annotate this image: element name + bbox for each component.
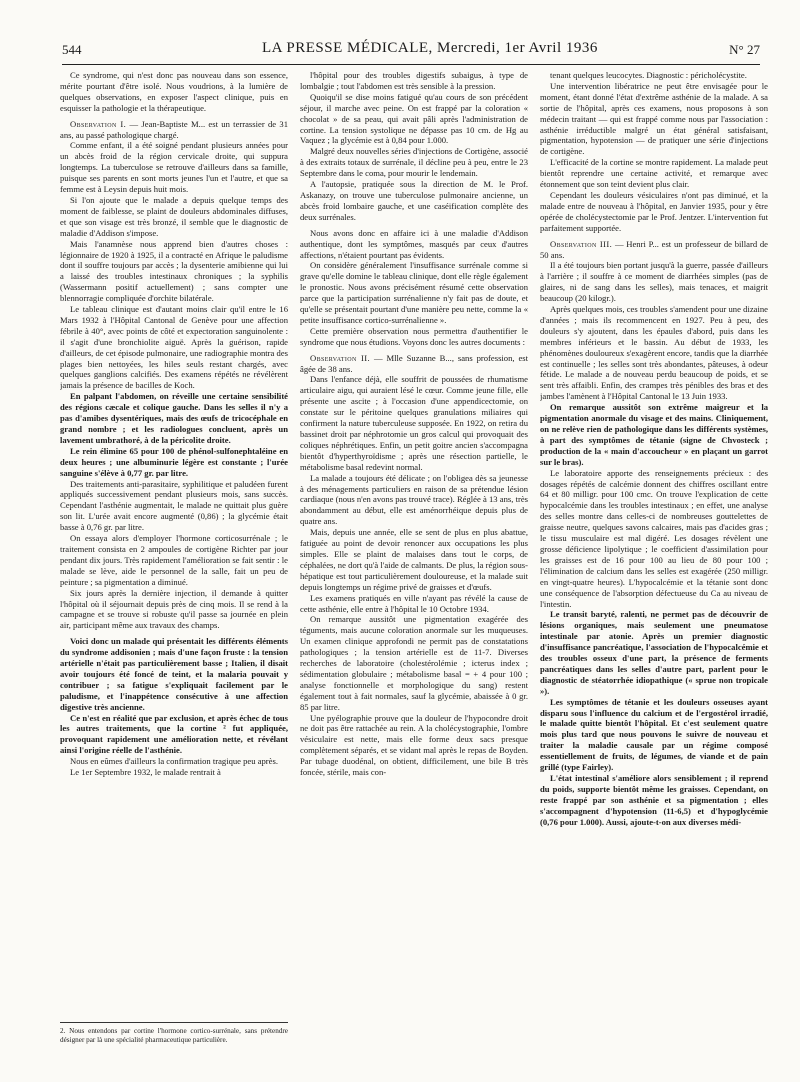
paragraph: Le transit baryté, ralenti, ne permet pas de découvrir de lésions organiques, mais seulement une pneumatose intestinale par atonie. Après un premier diagnostic d'insuffisance pancréatique, l'association de l'hypocalcémie et des troubles osseux d'une part, la présence de ferments pancréatiques dans les selles d'autre part, parlent pour le diagnostic de stéatorrhée idiopathique (« sprue non tropicale »).	[540, 609, 768, 696]
paragraph: Une intervention libératrice ne peut être envisagée pour le moment, étant donné l'état d'extrême asthénie de la malade. A sa sortie de l'hôpital, après ces examens, nous proposons à son médecin traitant — qui est frappé comme nous par l'association : asthénie irréductible malgré un état général satisfaisant, pigmentation, hypotension — de pratiquer une série d'injections de cortigène.	[540, 80, 768, 157]
paragraph: Des traitements anti-parasitaire, syphilitique et paludéen furent appliqués successivement pendant plusieurs mois, sans succès. Cependant l'asthénie augmentait, le malade ne quittait plus guère son lit. L'urée avait encore augmenté (0,86) ; la glycémie était basse à 0,76 gr. par litre.	[60, 478, 288, 533]
paragraph: Mais l'anamnèse nous apprend bien d'autres choses : légionnaire de 1920 à 1925, il a contracté en Afrique le paludisme dont il souffre toujours par accès ; la dysenterie amibienne qui lui a laissé des troubles intestinaux chroniques ; la syphilis (Wassermann positif actuellement) ; sans compter une blennorragie compliquée d'orchite bilatérale.	[60, 238, 288, 304]
paragraph: Une pyélographie prouve que la douleur de l'hypocondre droit ne doit pas être rattachée au rein. A la cholécystographie, l'ombre vésiculaire est nette, mais elle forme deux sacs presque complètement séparés, et se vidant mal après le repas de Boyden. Par tubage duodénal, on obtient, difficilement, une bile B très foncée, stérile, mais con-	[300, 712, 528, 778]
paragraph: Nous avons donc en affaire ici à une maladie d'Addison authentique, dont les symptômes, masqués par ceux d'autres affections, n'étaient pourtant pas évidents.	[300, 227, 528, 260]
paragraph: Les examens pratiqués en ville n'ayant pas révélé la cause de cette asthénie, elle entre à l'hôpital le 10 Octobre 1934.	[300, 592, 528, 614]
journal-title: LA PRESSE MÉDICALE, Mercredi, 1er Avril 1936	[262, 40, 598, 56]
paragraph: Malgré deux nouvelles séries d'injections de Cortigène, associé à des extraits totaux de surrénale, il décline peu à peu, entre le 23 Septembre dans le coma, pour mourir le lendemain.	[300, 146, 528, 179]
paragraph: En palpant l'abdomen, on réveille une certaine sensibilité des régions cæcale et colique gauche. Dans les selles il n'y a pas d'amibes dysentériques, mais des œufs de tricocéphale en grand nombre ; et les radiologues concluent, après un lavement umbrathoré, à de la péricolite droite.	[60, 391, 288, 445]
observation-text: — Jean-Baptiste M... est un terrassier de 31 ans, au passé pathologique chargé.	[60, 118, 288, 140]
paragraph: Mais, depuis une année, elle se sent de plus en plus abattue, fatiguée au point de devoir renoncer aux occupations les plus simples. Elle se plaint de malaises dans tout le corps, de céphalées, ne dort qu'à l'aide de calmants. De plus, la région sous-hépatique est tout particulièrement douloureuse, et la malade suit depuis longtemps un régime privé de graisses et d'œufs.	[300, 527, 528, 592]
paragraph: Voici donc un malade qui présentait les différents éléments du syndrome addisonien ; mais d'une façon fruste : la tension artérielle n'était pas particulièrement basse ; Italien, il disait avoir toujours été foncé de teint, et la malaria pouvait y contribuer ; sa fatigue s'expliquait facilement par le paludisme, et l'inappétence consécutive à une affection digestive très ancienne.	[60, 636, 288, 712]
paragraph: L'efficacité de la cortine se montre rapidement. La malade peut bientôt reprendre une certaine activité, et remarque avec étonnement que son teint devient plus clair.	[540, 157, 768, 190]
text-column-3	[540, 70, 768, 1070]
paragraph: Si l'on ajoute que le malade a depuis quelque temps des moment de faiblesse, se plaint de douleurs abdominales diffuses, et que son visage est très bronzé, il semble que le diagnostic de maladie d'Addison s'impose.	[60, 194, 288, 238]
paragraph: L'état intestinal s'améliore alors sensiblement ; il reprend du poids, supporte bientôt même les graisses. Cependant, on reste frappé par son asthénie et sa pigmentation ; elles s'accompagnent d'hypotension (11-6,5) et d'hypoglycémie (0,76 pour 1.000). Aussi, ajoute-t-on aux diverses médi-	[540, 773, 768, 827]
text-column-1	[60, 70, 288, 1070]
issue-number: N° 27	[729, 42, 760, 57]
observation-label: Observation II.	[310, 352, 371, 363]
paragraph: Le rein élimine 65 pour 100 de phénol-sulfonephtaléine en deux heures ; une albuminurie légère est constante ; l'urée sanguine s'élève à 0,77 gr. par litre.	[60, 445, 288, 478]
footnote-text: 2. Nous entendons par cortine l'hormone cortico-surrénale, sans prétendre désigner par là une spécialité pharmaceutique particulière.	[60, 1027, 288, 1044]
paragraph	[540, 239, 768, 261]
paragraph: On remarque aussitôt une pigmentation exagérée des téguments, mais aucune coloration anormale sur les muqueuses. Un examen clinique approfondi ne permit pas de constatations pathologiques ; la tension artérielle est de 11-7. Diverses recherches de laboratoire (cholestérolémie ; icterus index ; sédimentation globulaire ; métabolisme basal = + 4 pour 100 ; analyse fonctionnelle et morphologique du sang) restent également tout à fait normales, sauf la glycémie, abaissée à 0 gr. 85 par litre.	[300, 614, 528, 712]
paragraph: On essaya alors d'employer l'hormone corticosurrénale ; le traitement consista en 2 ampoules de cortigène Richter par jour pendant dix jours. Très rapidement l'amélioration se fait sentir : le malade se lève, aide le personnel de la salle, fait un peu de peinture ; sa pigmentation a diminué.	[60, 533, 288, 587]
page-number: 544	[62, 42, 82, 57]
observation-text: — Mlle Suzanne B..., sans profession, est âgée de 38 ans.	[300, 352, 528, 374]
paragraph: On remarque aussitôt son extrême maigreur et la pigmentation anormale du visage et des mains. Cliniquement, on ne relève rien de pathologique dans les différents systèmes, à part des symptômes de tétanie (signe de Chvosteck ; production de la « main d'accoucheur » en plaçant un garrot sur le bras).	[540, 402, 768, 467]
page-header	[62, 40, 760, 65]
paragraph: Dans l'enfance déjà, elle souffrit de poussées de rhumatisme articulaire aigu, qui auraient lésé le cœur. Comme jeune fille, elle présente une ascite ; à l'occasion d'une appendicectomie, on constate sur le péritoine quelques granulations miliaires qui confirment la nature tuberculeuse supposée. En 1922, on retira du bassinet droit par néphrotomie un gros calcul qui provoquait des coliques néphrétiques. Enfin, un petit goitre ancien s'accompagna bientôt d'hyperthyroïdisme ; après une résection partielle, le métabolisme basal redevint normal.	[300, 374, 528, 472]
footnote	[60, 1022, 288, 1045]
observation-label: Observation I.	[70, 118, 127, 129]
paragraph: Six jours après la dernière injection, il demande à quitter l'hôpital où il séjournait depuis près de cinq mois. Il se rend à la campagne et se trouve si robuste qu'il passe sa journée en plein air, participant même aux travaux des champs.	[60, 587, 288, 631]
paragraph: A l'autopsie, pratiquée sous la direction de M. le Prof. Askanazy, on trouve une tuberculose pulmonaire ancienne, un abcès froid lombaire gauche, et une caséification complète des deux surrénales.	[300, 179, 528, 222]
paragraph: Le laboratoire apporte des renseignements précieux : des dosages répétés de calcémie donnent des chiffres oscillant entre 64 et 80 milligr. pour 100 cmc. On trouve l'explication de cette hypocalcémie dans les troubles intestinaux ; en effet, une analyse des selles montre dans celles-ci de nombreuses gouttelettes de graisse neutre, quelques savons calcaires, mais pas d'acides gras ; le tissu musculaire est mal digéré. Les dosages révèlent une grosse déficience lipolytique ; le coefficient d'assimilation pour les graisses est de 16 pour 100 au lieu de 80 pour 100 ; l'élimination de calcium dans les selles est exagérée (250 milligr. en vingt-quatre heures). L'hypocalcémie et la tétanie sont donc une conséquence de l'absorption défectueuse du Ca au niveau de l'intestin.	[540, 467, 768, 609]
observation-text: — Henri P... est un professeur de billard de 50 ans.	[540, 238, 768, 260]
paragraph: La malade a toujours été délicate ; on l'obligea dès sa jeunesse à des ménagements particuliers en raison de sa prétendue lésion cardiaque (nous n'en avons pas trouvé trace). Réglée à 13 ans, très abondamment au début, elle est aménorrhéique depuis plus de quatre ans.	[300, 472, 528, 527]
observation-label: Observation III.	[550, 238, 613, 249]
paragraph: Le 1er Septembre 1932, le malade rentrait à	[70, 767, 221, 778]
paragraph: Il a été toujours bien portant jusqu'à la guerre, passée d'ailleurs à l'arrière ; il souffre à ce moment de diarrhées simples (pas de glaires, ni de sang dans les selles), mais tenaces, et maigrit beaucoup (20 kilogr.).	[540, 260, 768, 304]
paragraph: Cette première observation nous permettra d'authentifier le syndrome que nous étudions. Voyons donc les autres documents :	[300, 325, 528, 347]
paragraph: Comme enfant, il a été soigné pendant plusieurs années pour un abcès froid de la région cervicale droite, qui suppura longtemps. La tuberculose se retrouve d'ailleurs dans sa famille, puisque ses parents en sont morts jeunes l'un et l'autre, et que sa femme est à Leysin depuis huit mois.	[60, 140, 288, 195]
paragraph: Cependant les douleurs vésiculaires n'ont pas diminué, et la malade entre de nouveau à l'hôpital, en Janvier 1935, pour y être opérée de cholécystectomie par le Prof. Jentzer. L'intervention fut parfaitement supportée.	[540, 189, 768, 233]
text-column-2	[300, 70, 528, 1070]
paragraph: On considère généralement l'insuffisance surrénale comme si grave qu'elle domine le tableau clinique, dont elle règle également le pronostic. Nous avons précisément résumé cette observation parce que la participation surrénalienne n'y fait pas de doute, et qu'elle se présentait pourtant d'une manière peu nette, comme la « petite insuffisance cortico-surrénalienne ».	[300, 260, 528, 325]
paragraph: Les symptômes de tétanie et les douleurs osseuses ayant disparu sous l'influence du calcium et de l'ergostérol irradié, le malade quitte bientôt l'hôpital. Et c'est seulement quatre mois plus tard que nous pouvons le suivre de nouveau et traiter la maladie causale par un régime composé essentiellement de fruits, de légumes, de viande et de pain grillé (type Fairley).	[540, 696, 768, 773]
paragraph	[60, 119, 288, 141]
paragraph: Ce syndrome, qui n'est donc pas nouveau dans son essence, mérite pourtant d'être isolé. Nous voudrions, à la lumière de quelques observations, en exposer l'aspect clinique, puis en esquisser la pathologie et la thérapeutique.	[60, 70, 288, 113]
paragraph: Quoiqu'il se dise moins fatigué qu'au cours de son précédent séjour, il marche avec peine. On est frappé par la coloration « chocolat » de sa peau, qui avait pâli après l'administration de cortine. La tension systolique ne dépasse pas 10 cm. de Hg au Vaquez ; la glycémie est à 0,84 pour 1.000.	[300, 91, 528, 146]
paragraph: tenant quelques leucocytes. Diagnostic : péricholécystite.	[550, 70, 747, 80]
paragraph	[300, 353, 528, 375]
paragraph: Ce n'est en réalité que par exclusion, et après échec de tous les autres traitements, que la cortine ² fut appliquée, provoquant rapidement une amélioration nette, et révélant ainsi l'origine réelle de l'asthénie.	[60, 712, 288, 756]
paragraph: Après quelques mois, ces troubles s'amendent pour une dizaine d'années ; mais ils recommencent en 1927. Peu à peu, des douleurs s'y ajoutent, dans les épaules d'abord, puis dans les membres inférieurs et le bassin. Au début de 1933, les phénomènes douloureux s'exagèrent encore, tandis que la diarrhée est continuelle ; les selles sont très abondantes, pâteuses, à odeur fétide. Le malade a de nouveau perdu beaucoup de poids, et se sent très affaibli. Enfin, des crampes très pénibles des bras et des jambes l'amènent à l'Hôpital Cantonal le 13 Juin 1933.	[540, 304, 768, 402]
paragraph: Le tableau clinique est d'autant moins clair qu'il entre le 16 Mars 1932 à l'Hôpital Cantonal de Genève pour une affection fébrile à 40°, avec points de côté et expectoration sanguinolente : il s'agit d'une bronchiolite aiguë. Après la guérison, rapide d'ailleurs, de cet épisode pulmonaire, une radiographie montra des plages bien nettoyées, les hiles seuls restant chargés, avec quelques ganglions calcifiés. Des examens répétés ne révélèrent jamais la présence de bacilles de Koch.	[60, 304, 288, 391]
paragraph: l'hôpital pour des troubles digestifs subaigus, à type de lombalgie ; tout l'abdomen est très sensible à la pression.	[300, 70, 528, 91]
paragraph: Nous en eûmes d'ailleurs la confirmation tragique peu après.	[70, 756, 278, 767]
